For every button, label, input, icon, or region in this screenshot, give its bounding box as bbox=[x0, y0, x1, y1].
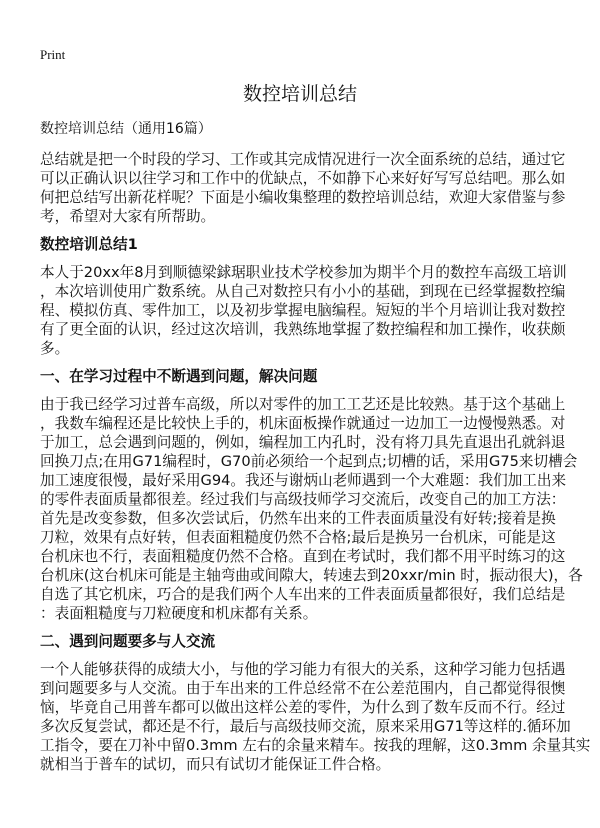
text-line: 首先是改变参数，但多次尝试后，仍然车出来的工件表面质量没有好转;接着是换 bbox=[40, 510, 556, 527]
text-line: ，本次培训使用广数系统。从自己对数控只有小小的基础，到现在已经掌握数控编 bbox=[40, 283, 566, 300]
text-line: 台机床(这台机床可能是主轴弯曲或间隙大，转速去到20xxr/min 时，振动很大)，各 bbox=[40, 567, 583, 584]
text-line: 自选了其它机床，巧合的是我们两个人车出来的工件表面质量都很好，我们总结是 bbox=[40, 586, 566, 603]
text-line: 就相当于普车的试切，而只有试切才能保证工件合格。 bbox=[40, 756, 391, 773]
text-line: 多。 bbox=[40, 340, 70, 357]
text-line: 有了更全面的认识，经过这次培训，我熟练地掌握了数控编程和加工操作，收获颇 bbox=[40, 321, 566, 338]
text-line: 恼，毕竟自己用普车都可以做出这样公差的零件，为什么到了数车反而不行。经过 bbox=[40, 699, 566, 716]
text-line: 本人于20xx年8月到顺德梁銶琚职业技术学校参加为期半个月的数控车高级工培训 bbox=[40, 264, 567, 281]
text-line: 一个人能够获得的成绩大小，与他的学习能力有很大的关系，这种学习能力包括遇 bbox=[40, 661, 566, 678]
text-line: 何把总结写出新花样呢？下面是小编收集整理的数控培训总结，欢迎大家借鉴与参 bbox=[40, 189, 566, 206]
body-paragraph bbox=[40, 660, 591, 774]
text-line: 工指令，要在刀补中留0.3mm 左右的余量来精车。按我的理解，这0.3mm 余量其实 bbox=[40, 737, 591, 754]
text-line: 总结就是把一个时段的学习、工作或其完成情况进行一次全面系统的总结，通过它 bbox=[40, 151, 566, 168]
text-line: 刀粒，效果有点好转，但表面粗糙度仍然不合格;最后是换另一台机床，可能是这 bbox=[40, 529, 556, 546]
document-subtitle: 数控培训总结（通用16篇） bbox=[40, 121, 212, 137]
text-line: ：表面粗糙度与刀粒硬度和机床都有关系。 bbox=[40, 605, 318, 622]
document-body bbox=[40, 150, 591, 774]
text-line: 程、模拟仿真、零件加工，以及初步掌握电脑编程。短短的半个月培训让我对数控 bbox=[40, 302, 566, 319]
text-line: 到问题要多与人交流。由于车出来的工件总经常不在公差范围内，自己都觉得很懊 bbox=[40, 680, 566, 697]
text-line: 台机床也不行，表面粗糙度仍然不合格。直到在考试时，我们都不用平时练习的这 bbox=[40, 548, 566, 565]
text-line: 回换刀点;在用G71编程时，G70前必须给一个起到点;切槽的话，采用G75来切槽会 bbox=[40, 453, 578, 470]
text-line: 多次反复尝试，都还是不行，最后与高级技师交流，原来采用G71等这样的.循环加 bbox=[40, 718, 571, 735]
text-line: 的零件表面质量都很差。经过我们与高级技师学习交流后，改变自己的加工方法： bbox=[40, 491, 566, 508]
body-paragraph bbox=[40, 395, 583, 623]
section-heading: 一、在学习过程中不断遇到问题，解决问题 bbox=[40, 368, 318, 385]
intro-paragraph bbox=[40, 150, 580, 226]
text-line: 考，希望对大家有所帮助。 bbox=[40, 208, 216, 225]
page-title: 数控培训总结 bbox=[242, 83, 357, 105]
text-line: ，我数车编程还是比较快上手的，机床面板操作就通过一边加工一边慢慢熟悉。对 bbox=[40, 415, 566, 432]
text-line: 可以正确认识以往学习和工作中的优缺点，不如静下心来好好写写总结吧。那么如 bbox=[40, 170, 566, 187]
print-link[interactable]: Print bbox=[40, 47, 66, 62]
text-line: 加工速度很慢，最好采用G94。我还与谢炳山老师遇到一个大难题：我们加工出来 bbox=[40, 472, 567, 489]
section-heading: 二、遇到问题要多与人交流 bbox=[40, 633, 216, 650]
text-line: 于加工，总会遇到问题的，例如，编程加工内孔时，没有将刀具先直退出孔就斜退 bbox=[40, 434, 566, 451]
text-line: 由于我已经学习过普车高级，所以对零件的加工工艺还是比较熟。基于这个基础上 bbox=[40, 396, 566, 413]
section-heading: 数控培训总结1 bbox=[40, 236, 138, 253]
body-paragraph bbox=[40, 263, 580, 358]
